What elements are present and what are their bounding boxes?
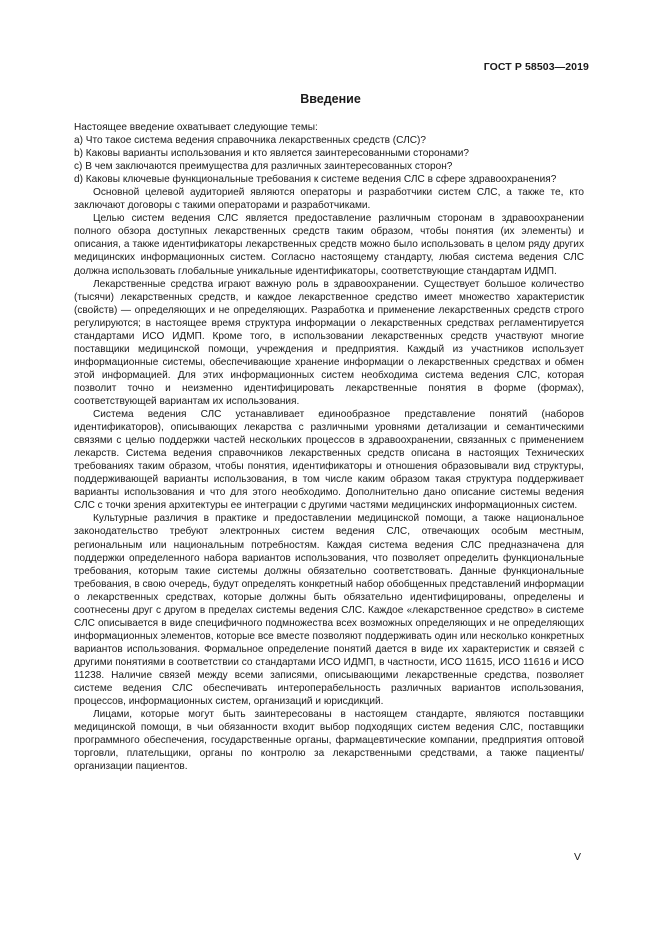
topic-item-d: d) Каковы ключевые функциональные требования к системе ведения СЛС в сфере здравоохранения? — [74, 174, 557, 186]
paragraph-cultural-differences: Культурные различия в практике и предоставлении медицинской помощи, а также национальное законодательство требуют электронных систем ведения СЛС, отвечающих особым местным, региональным или национальным потребностям. Каждая система ведения СЛС предназначена для поддержки определенного набора вариантов использования, что позволяет определить функциональные требования, которым такие системы должны обязательно соответствовать. Данные функциональные требования, в свою очередь, будут определять конкретный набор обобщенных представлений информации о лекарственных средствах, которые должны быть обязательно идентифицированы, определены и соотнесены друг с другом в пределах системы ведения СЛС. Каждое «лекарственное средство» в системе СЛС описывается в виде специфичного подмножества всех возможных определяющих и не определяющих информационных элементов, которые все вместе позволяют поддерживать один или несколько конкретных вариантов использования. Формальное определение понятий дается в виде их характеристик и связей с другими понятиями в соответствии со стандартами ИСО ИДМП, в частности, ИСО 11615, ИСО 11616 и ИСО 11238. Наличие связей между всеми записями, описывающими лекарственные средства, позволяет системе ведения СЛС обеспечивать интероперабельность различных вариантов использования, процессов, информационных систем, организаций и юрисдикций. — [74, 513, 584, 708]
page-number: V — [573, 851, 581, 863]
intro-paragraph: Настоящее введение охватывает следующие темы: — [74, 122, 318, 133]
document-body — [74, 121, 584, 773]
paragraph-target-audience: Основной целевой аудиторией являются операторы и разработчики систем СЛС, а также те, кто заключают договоры с такими операторами и разработчиками. — [74, 187, 584, 212]
paragraph-medicines-role: Лекарственные средства играют важную роль в здравоохранении. Существует большое количество (тысячи) лекарственных средств, и каждое лекарственное средство имеет множество характеристик (свойств) — определяющих и не определяющих. Разработка и применение лекарственных средств строго регулируются; в настоящее время структура информации о лекарственных средствах регламентируется стандартами ИСО ИДМП. Кроме того, в использовании лекарственных средств участвуют многие поставщики медицинской помощи, учреждения и предприятия. Каждый из участников использует информационные системы, обеспечивающие хранение информации о лекарственных средствах и обмен этой информацией. Для этих информационных систем необходима система ведения СЛС, которая позволит точно и неизменно идентифицировать лекарственные понятия в форме (формах), соответствующей вариантам их использования. — [74, 278, 584, 407]
topic-item-a: a) Что такое система ведения справочника лекарственных средств (СЛС)? — [74, 135, 427, 147]
paragraph-system-description: Система ведения СЛС устанавливает единообразное представление понятий (наборов идентификаторов), описывающих лекарства с различными уровнями детализации и семантическими связями с целью поддержки частей нескольких процессов в здравоохранении, связанных с применением лекарств. Система ведения справочников лекарственных средств описана в настоящих Технических требованиях таким образом, чтобы понятия, идентификаторы и отношения образовывали вид структуры, поддерживающей варианты использования, в том числе каким образом такая структура поддерживает варианты использования и что для этого необходимо. Дополнительно дано описание системы ведения СЛС с точки зрения архитектуры ее интеграции с другими частями медицинских информационных систем. — [74, 409, 584, 512]
section-title: Введение — [300, 92, 361, 106]
topic-item-b: b) Каковы варианты использования и кто является заинтересованными сторонами? — [74, 148, 469, 160]
paragraph-stakeholders: Лицами, которые могут быть заинтересованы в настоящем стандарте, являются поставщики медицинской помощи, в чьи обязанности входит выбор подходящих систем ведения СЛС, поставщики программного обеспечения, государственные органы, фармацевтические компании, предприятия оптовой торговли, плательщики, органы по контролю за лекарственными средствами, а также пациенты/организации пациентов. — [74, 709, 584, 773]
topic-item-c: c) В чем заключаются преимущества для различных заинтересованных сторон? — [74, 161, 453, 173]
standard-code: ГОСТ Р 58503—2019 — [483, 61, 589, 73]
paragraph-purpose: Целью систем ведения СЛС является предоставление различным сторонам в здравоохранении полного обзора доступных лекарственных средств таким образом, чтобы понятия (их элементы) и описания, а также идентификаторы лекарственных средств можно было использовать в целом ряду других медицинских информационных систем. Согласно настоящему стандарту, любая система ведения СЛС должна использовать глобальные уникальные идентификаторы, соответствующие стандартам ИДМП. — [74, 213, 584, 277]
